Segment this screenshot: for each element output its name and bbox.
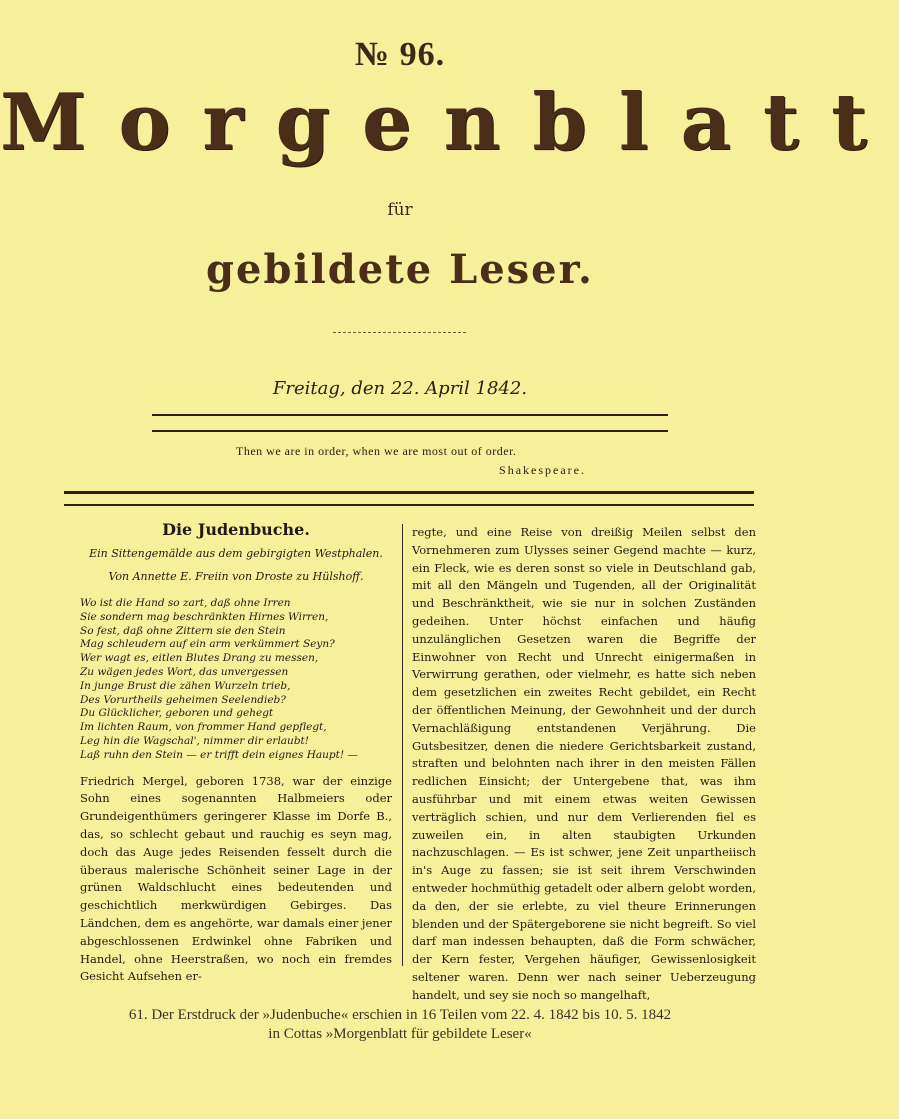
figure-caption <box>40 1006 760 1044</box>
epigraph-poem <box>80 597 392 763</box>
left-column-prose <box>80 773 392 987</box>
issue-number: № 96. <box>354 36 446 73</box>
poem-line: Laß ruhn den Stein — er trifft dein eignes Haupt! — <box>80 748 358 761</box>
article-paragraph: regte, und eine Reise von dreißig Meilen selbst den Vornehmeren zum Ulysses seiner Gegend machte — kurz, ein Fleck, wie es deren sonst so viele in Deutschland gab, mit all den Mängeln und Tugenden, all der Originalität und Beschränktheit, wie sie nur in solchen Zuständen gedeihen. Unter höchst einfachen und häufig unzulänglichen Gesetzen waren die Begriffe der Einwohner von Recht und Unrecht einigermaßen in Verwirrung gerathen, oder vielmehr, es hatte sich neben dem gesetzlichen ein zweites Recht gebildet, ein Recht der öffentlichen Meinung, der Gewohnheit und der durch Vernachläßigung entstandenen Verjährung. Die Gutsbesitzer, denen die niedere Gerichtsbarkeit zustand, straften und belohnten nach ihrer in den meisten Fällen redlichen Einsicht; der Untergebene that, was ihm ausführbar und mit einem etwas weiten Gewissen verträglich schien, und nur dem Verlierenden fiel es zuweilen ein, in alten staubigten Urkunden nachzuschlagen. — Es ist schwer, jene Zeit unpartheiisch in's Auge zu fassen; sie ist seit ihrem Verschwinden entweder hochmüthig getadelt oder albern gelobt worden, da den, der sie erlebte, zu viel theure Erinnerungen blenden und der Spätergeborene sie nicht begreift. So viel darf man indessen behaupten, daß die Form schwächer, der Kern fester, Vergehen häufiger, Gewissenlosigkeit seltener waren. Denn wer nach seiner Ueberzeugung handelt, und sey sie noch so mangelhaft, <box>412 525 756 1002</box>
right-column <box>412 524 756 1005</box>
caption-line-2: in Cottas »Morgenblatt für gebildete Leser« <box>268 1026 532 1042</box>
poem-line: So fest, daß ohne Zittern sie den Stein <box>80 624 286 637</box>
masthead-title: Morgenblatt <box>0 77 899 168</box>
date-line: Freitag, den 22. April 1842. <box>272 378 528 399</box>
motto <box>236 444 586 478</box>
poem-line: Im lichten Raum, von frommer Hand gepflegt, <box>80 721 327 734</box>
poem-line: Wo ist die Hand so zart, daß ohne Irren <box>80 597 291 609</box>
masthead-fuer: für <box>387 200 413 220</box>
ornamental-divider <box>333 332 466 333</box>
masthead-subtitle: gebildete Leser. <box>206 246 594 293</box>
column-divider <box>402 524 403 966</box>
article-title: Die Judenbuche. <box>162 520 310 539</box>
poem-line: Leg hin die Wagschal', nimmer dir erlaubt! <box>80 734 309 747</box>
double-rule-top <box>152 414 668 432</box>
motto-quote: Then we are in order, when we are most out of order. <box>236 444 517 458</box>
poem-line: Zu wägen jedes Wort, das unvergessen <box>80 665 289 678</box>
poem-line: Wer wagt es, eitlen Blutes Drang zu messen, <box>80 652 319 665</box>
poem-line: In junge Brust die zähen Wurzeln trieb, <box>80 679 291 692</box>
article-paragraph: Friedrich Mergel, geboren 1738, war der einzige Sohn eines sogenannten Halbmeiers oder Grundeigenthümers geringerer Klasse im Dorfe B., das, so schlecht gebaut und rauchig es seyn mag, doch das Auge jedes Reisenden fesselt durch die überaus malerische Schönheit seiner Lage in der grünen Waldschlucht eines bedeutenden und geschichtlich merkwürdigen Gebirges. Das Ländchen, dem es angehörte, war damals einer jener abgeschlossenen Erdwinkel ohne Fabriken und Handel, ohne Heerstraßen, wo noch ein fremdes Gesicht Aufsehen er- <box>80 773 392 984</box>
motto-author: Shakespeare. <box>499 463 586 477</box>
right-column-prose <box>412 524 756 1005</box>
poem-line: Des Vorurtheils geheimen Seelendieb? <box>80 693 286 706</box>
article-author: Von Annette E. Freiin von Droste zu Hülshoff. <box>108 570 364 583</box>
poem-line: Sie sondern mag beschränkten Hirnes Wirren, <box>80 610 329 623</box>
double-rule-bottom <box>64 491 754 506</box>
poem-line: Mag schleudern auf ein arm verkümmert Seyn? <box>80 638 335 651</box>
left-column <box>80 520 392 986</box>
poem-line: Du Glücklicher, geboren und gehegt <box>80 707 274 720</box>
article-subtitle: Ein Sittengemälde aus dem gebirgigten Westphalen. <box>89 547 383 560</box>
caption-line-1: 61. Der Erstdruck der »Judenbuche« erschien in 16 Teilen vom 22. 4. 1842 bis 10. 5. 1842 <box>128 1007 672 1023</box>
